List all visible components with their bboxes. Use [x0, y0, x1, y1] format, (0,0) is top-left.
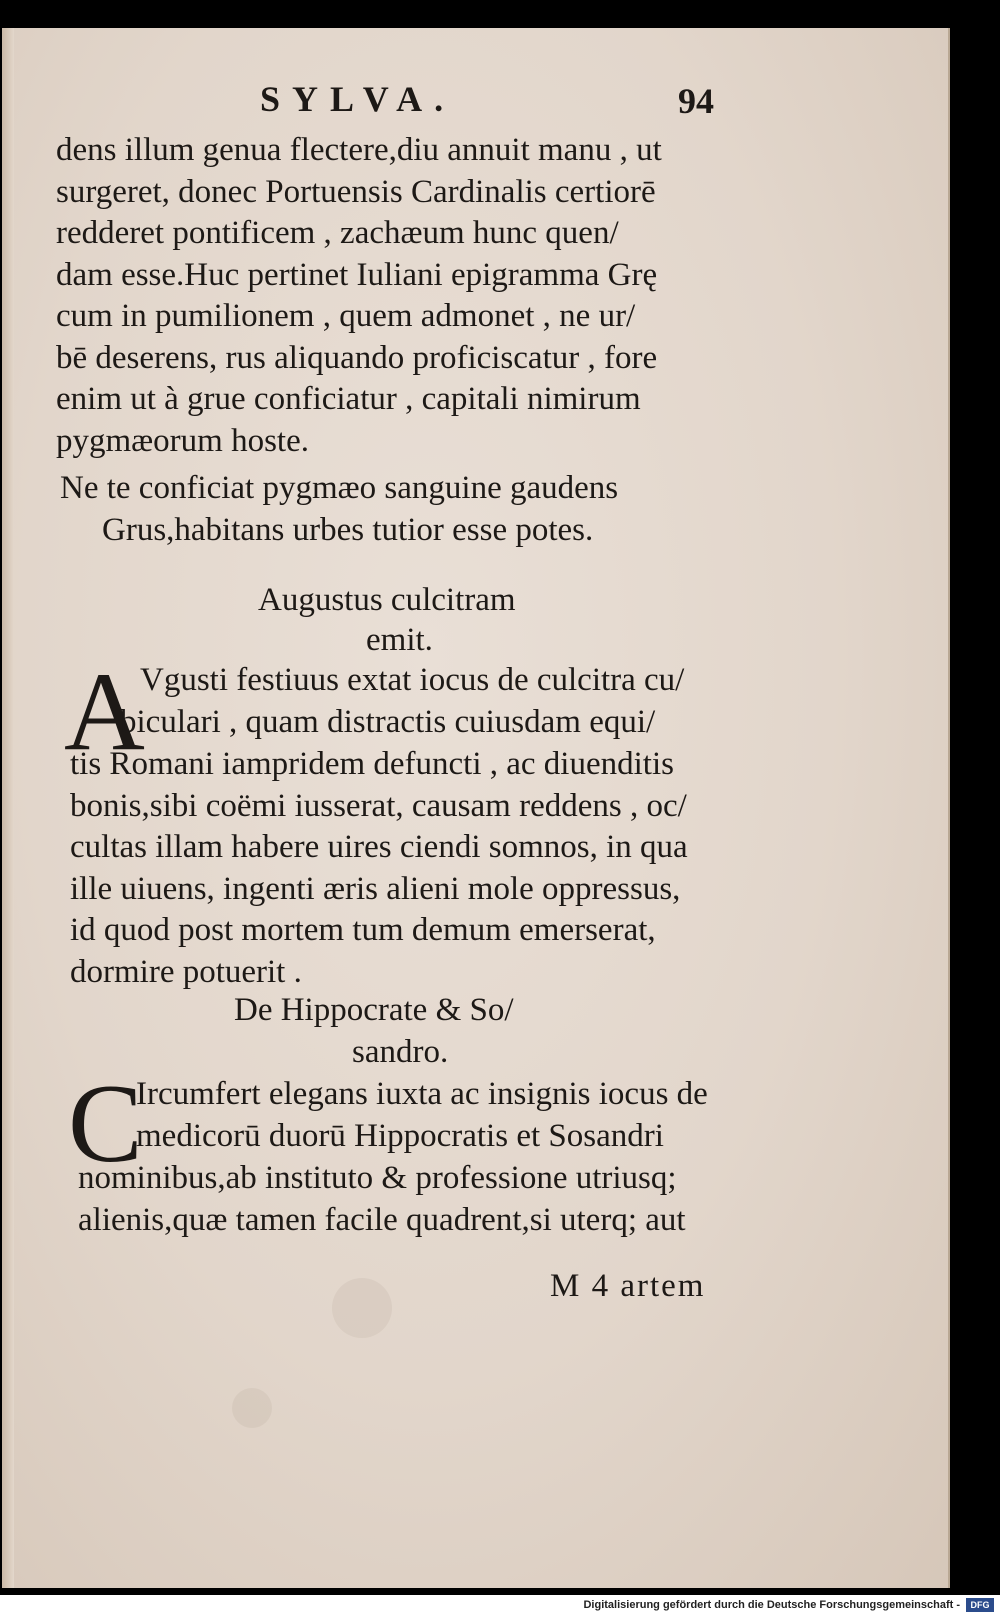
- text-line: surgeret, donec Portuensis Cardinalis certiorē: [56, 173, 656, 210]
- verse-line-1: Ne te conficiat pygmæo sanguine gaudens: [60, 470, 619, 506]
- signature-and-catchword: M 4 artem: [550, 1268, 706, 1304]
- section3-line: Ircumfert elegans iuxta ac insignis iocus de: [136, 1076, 708, 1112]
- verse-line-2: Grus,habitans urbes tutior esse potes.: [102, 512, 594, 548]
- section-title-augustus-cont: emit.: [366, 622, 433, 658]
- text-line: dens illum genua flectere,diu annuit manu , ut: [56, 132, 662, 168]
- text-line: id quod post mortem tum demum emerserat,: [70, 912, 656, 948]
- section-title-hippocrates: De Hippocrate & So/: [234, 992, 514, 1028]
- footer-credit: Digitalisierung gefördert durch die Deutsche Forschungsgemeinschaft -: [583, 1599, 960, 1611]
- text-line: bē deserens, rus aliquando proficiscatur , fore: [56, 339, 658, 376]
- text-line: bonis,sibi coëmi iusserat, causam reddens , oc/: [70, 787, 687, 824]
- dfg-logo-icon: DFG: [966, 1598, 994, 1612]
- text-line: ille uiuens, ingenti æris alieni mole oppressus,: [70, 870, 681, 907]
- paper-stain: [332, 1278, 392, 1338]
- page-gutter-edge: [2, 28, 14, 1588]
- running-title: SYLVA.: [260, 79, 456, 119]
- page-number: 94: [678, 81, 714, 121]
- paper-stain: [232, 1388, 272, 1428]
- digitization-footer: [0, 1595, 1000, 1615]
- text-line: tis Romani iampridem defuncti , ac diuenditis: [70, 746, 674, 782]
- dropcap-a: A: [64, 650, 145, 774]
- text-line: cum in pumilionem , quem admonet , ne ur/: [56, 298, 636, 334]
- section2-line: Vgusti festiuus extat iocus de culcitra cu/: [140, 662, 685, 698]
- text-line: pygmæorum hoste.: [56, 422, 309, 459]
- section-title-hippocrates-cont: sandro.: [352, 1034, 449, 1070]
- section3-line: nominibus,ab instituto & professione utriusq;: [78, 1160, 677, 1196]
- text-line: redderet pontificem , zachæum hunc quen/: [56, 215, 619, 251]
- book-page: [2, 28, 950, 1588]
- text-line: enim ut à grue conficiatur , capitali nimirum: [56, 381, 641, 417]
- section2-body: [70, 744, 688, 993]
- text-line: dam esse.Huc pertinet Iuliani epigramma Grę: [56, 256, 658, 293]
- text-line: cultas illam habere uires ciendi somnos, in qua: [70, 829, 688, 865]
- section3-line: medicorū duorū Hippocratis et Sosandri: [136, 1118, 664, 1154]
- section-title-augustus: Augustus culcitram: [258, 582, 516, 618]
- section3-line: alienis,quæ tamen facile quadrent,si uterq; aut: [78, 1202, 686, 1238]
- text-line: dormire potuerit .: [70, 953, 302, 990]
- section2-line: biculari , quam distractis cuiusdam equi/: [120, 704, 656, 740]
- paragraph-1: [56, 130, 662, 462]
- dropcap-c: C: [68, 1062, 143, 1186]
